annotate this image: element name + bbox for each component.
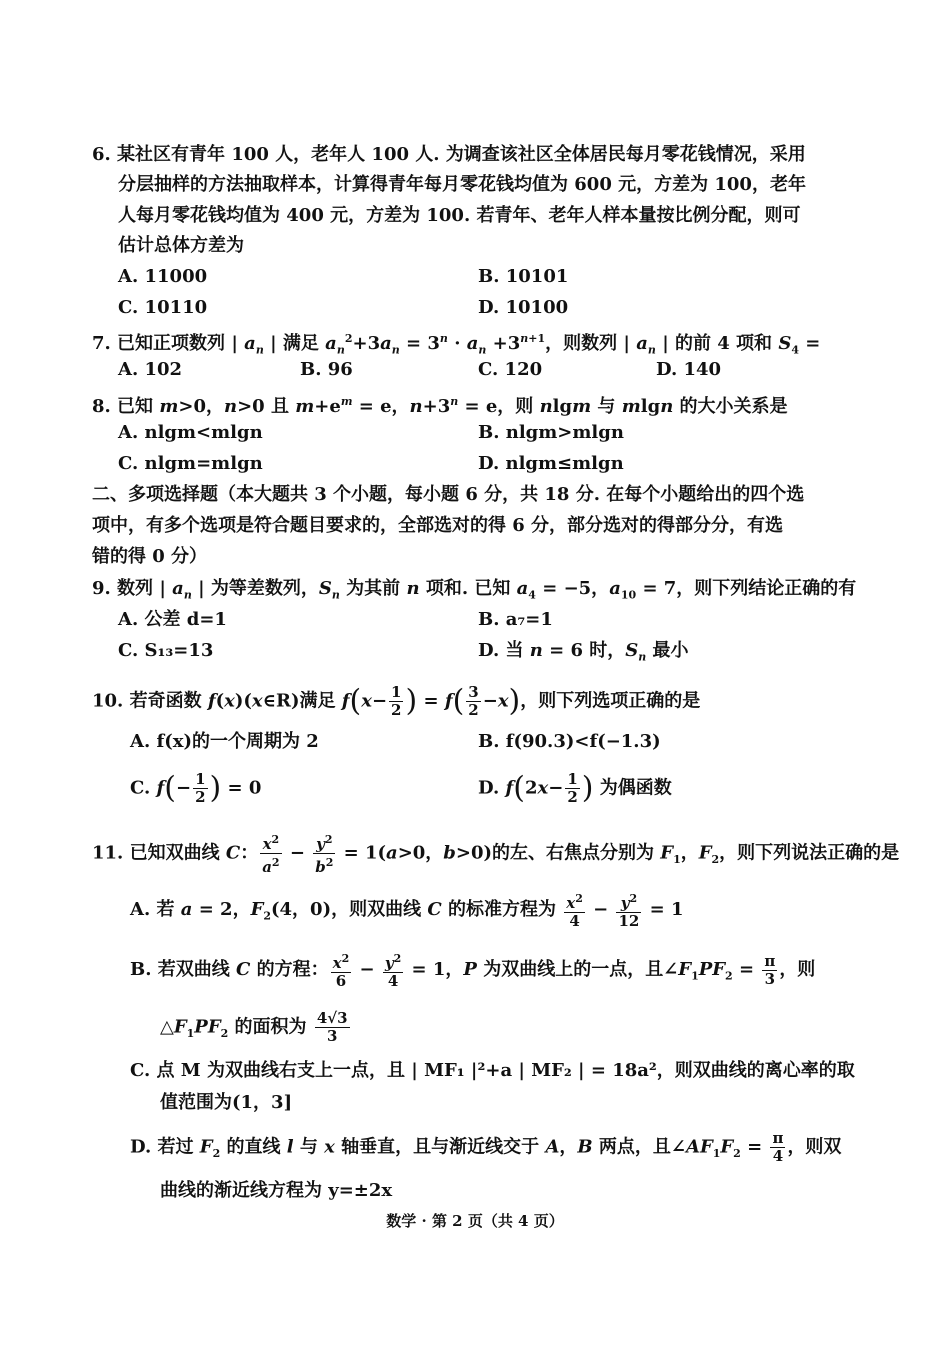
q8-option-d: D. nlgm≤mlgn <box>478 453 624 474</box>
q11-option-c: C. 点 M 为双曲线右支上一点，且 | MF₁ |²+a | MF₂ | = 18a²，则双曲线的离心率的取 <box>130 1060 855 1081</box>
section2-line3: 错的得 0 分） <box>92 546 208 567</box>
q11-option-c-line2: 值范围为(1，3] <box>160 1092 293 1113</box>
q6-line4: 估计总体方差为 <box>118 235 244 256</box>
q7-option-d: D. 140 <box>656 359 722 380</box>
q6-line2: 分层抽样的方法抽取样本，计算得青年每月零花钱均值为 600 元，方差为 100，老年 <box>118 174 806 195</box>
q10-stem: 10. 若奇函数 f(x)(x∈R)满足 f(x− $\frac{1}{2}$ ) = f( $\frac{3}{2}$ −x)，则下列选项正确的是 <box>92 683 701 719</box>
q10-option-c: C. f(− $\frac{1}{2}$ ) = 0 <box>130 770 262 806</box>
q10-option-d: D. f(2x− $\frac{1}{2}$ ) 为偶函数 <box>478 770 672 806</box>
q11-option-b-line2: $\triangle F_1PF_2$ 的面积为 $\frac{4√3}{3}$ <box>160 1009 348 1045</box>
q8-option-b: B. nlgm>mlgn <box>478 422 624 443</box>
q8-option-a: A. nlgm<mlgn <box>118 422 263 443</box>
q7-option-c: C. 120 <box>478 359 543 380</box>
q11-stem: 11. 已知双曲线 C： $\frac{x^2}{a^2}$ − $\frac{y^2}{b^2}$ = 1(a>0，b>0)的左、右焦点分别为 $F_1$，$F_2$，则下列说法正确的是 <box>92 833 900 876</box>
q6-option-a: A. 11000 <box>118 266 208 287</box>
q7-option-b: B. 96 <box>300 359 353 380</box>
section2-line1: 二、多项选择题（本大题共 3 个小题，每小题 6 分，共 18 分. 在每个小题给出的四个选 <box>92 484 805 505</box>
page-footer: 数学 · 第 2 页（共 4 页） <box>386 1212 564 1230</box>
q10-option-a: A. f(x)的一个周期为 2 <box>130 731 319 752</box>
q7-option-a: A. 102 <box>118 359 183 380</box>
section2-line2: 项中，有多个选项是符合题目要求的，全部选对的得 6 分，部分选对的得部分分，有选 <box>92 515 784 536</box>
q11-option-b: B. 若双曲线 C 的方程： $\frac{x^2}{6}$ − $\frac{y^2}{4}$ = 1，P 为双曲线上的一点，且$\angle F_1PF_2$ = $\frac{\pi}{3}$ ，则 <box>130 951 816 990</box>
q11-option-a: A. 若 a = 2，$F_2(4$，0)，则双曲线 C 的标准方程为 $\frac{x^2}{4}$ − $\frac{y^2}{12}$ = 1 <box>130 892 684 930</box>
q9-option-a: A. 公差 d=1 <box>118 609 227 630</box>
q8-option-c: C. nlgm=mlgn <box>118 453 263 474</box>
q10-option-b: B. f(90.3)<f(−1.3) <box>478 731 661 752</box>
q9-stem: 9. 数列 | $a_n$ | 为等差数列，$S_n$ 为其前 n 项和. 已知 $a_4 = -5$，$a_{10} = 7$，则下列结论正确的有 <box>92 578 857 602</box>
q6-option-b: B. 10101 <box>478 266 569 287</box>
q9-option-b: B. a₇=1 <box>478 609 553 630</box>
q7-stem: 7. 已知正项数列 | $a_n$ | 满足 $a_n^2+3a_n = 3^n \cdot a_n +3^{n+1}$，则数列 | $a_n$ | 的前 4 项和 $S_4$ = <box>92 332 821 357</box>
q8-stem: 8. 已知 m>0，n>0 且 $m+e^m = e$，$n+3^n = e$，则 nlgm 与 mlgn 的大小关系是 <box>92 395 788 417</box>
q6-line3: 人每月零花钱均值为 400 元，方差为 100. 若青年、老年人样本量按比例分配，则可 <box>118 205 801 226</box>
q6-line1: 6. 某社区有青年 100 人，老年人 100 人. 为调查该社区全体居民每月零花钱情况，采用 <box>92 144 806 165</box>
q9-option-c: C. S₁₃=13 <box>118 640 214 661</box>
q11-option-d: D. 若过 $F_2$ 的直线 l 与 x 轴垂直，且与渐近线交于 A，B 两点，且$\angle AF_1F_2$ = $\frac{\pi}{4}$ ，则双 <box>130 1129 842 1165</box>
q11-option-d-line2: 曲线的渐近线方程为 y=±2x <box>160 1180 393 1201</box>
q6-option-d: D. 10100 <box>478 297 569 318</box>
q6-option-c: C. 10110 <box>118 297 208 318</box>
q9-option-d: D. 当 n = 6 时，$S_n$ 最小 <box>478 640 689 664</box>
